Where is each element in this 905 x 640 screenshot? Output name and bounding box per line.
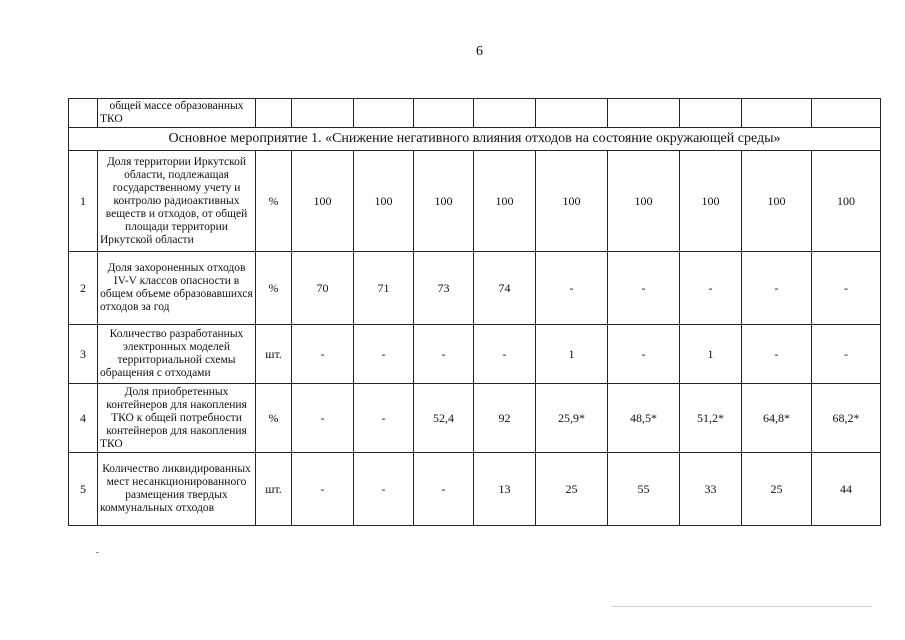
cell-unit [256,99,292,128]
cell-value: 44 [812,453,881,526]
cell-unit: % [256,252,292,325]
cell-unit: шт. [256,453,292,526]
cell-value: 100 [680,151,742,252]
cell-value [742,99,812,128]
page-number: 6 [476,44,483,59]
cell-value [292,99,354,128]
table-row [69,453,881,526]
table-row [69,384,881,453]
table-row [69,325,881,384]
cell-value: 100 [536,151,608,252]
cell-value: 48,5* [608,384,680,453]
table-row-section [69,128,881,151]
cell-value: 100 [812,151,881,252]
cell-value: 71 [354,252,414,325]
cell-value: 100 [414,151,474,252]
cell-value: 100 [742,151,812,252]
cell-value: - [354,384,414,453]
cell-value: 25 [536,453,608,526]
cell-value: 73 [414,252,474,325]
cell-indicator-name: Количество ликвидированных мест несанкционированного размещения твердых коммунальных отходов [98,453,256,526]
cell-indicator-name: Доля приобретенных контейнеров для накопления ТКО к общей потребности контейнеров для накопления ТКО [98,384,256,453]
cell-value: - [680,252,742,325]
cell-value: 100 [292,151,354,252]
cell-value: - [742,252,812,325]
cell-value: 51,2* [680,384,742,453]
cell-value [608,99,680,128]
cell-indicator-name: Доля захороненных отходов IV-V классов опасности в общем объеме образовавшихся отходов за год [98,252,256,325]
cell-value: - [536,252,608,325]
cell-value: - [812,252,881,325]
cell-value: - [742,325,812,384]
cell-value: - [414,453,474,526]
cell-num: 1 [69,151,98,252]
cell-value [474,99,536,128]
cell-value: 70 [292,252,354,325]
cell-value: 52,4 [414,384,474,453]
cell-value: - [474,325,536,384]
data-rows [69,151,881,526]
cell-value [680,99,742,128]
cell-value [414,99,474,128]
cell-value: 1 [680,325,742,384]
cell-value: 1 [536,325,608,384]
cell-value: 33 [680,453,742,526]
cell-value: 64,8* [742,384,812,453]
cell-num: 2 [69,252,98,325]
cell-value: 100 [474,151,536,252]
cell-value: 25 [742,453,812,526]
section-title: Основное мероприятие 1. «Снижение негативного влияния отходов на состояние окружающей среды» [69,128,881,151]
cell-num [69,99,98,128]
cell-value: 100 [354,151,414,252]
cell-num: 3 [69,325,98,384]
cell-num: 4 [69,384,98,453]
cell-unit: шт. [256,325,292,384]
cell-value: - [414,325,474,384]
indicators-table [68,98,881,526]
cell-value: - [608,252,680,325]
scan-speck [96,552,99,553]
cell-value [536,99,608,128]
cell-value: 13 [474,453,536,526]
cell-indicator-name: общей массе образованных ТКО [98,99,256,128]
scan-speck [612,606,872,607]
table-row [69,252,881,325]
table-row [69,151,881,252]
table-row-carryover [69,99,881,128]
cell-value [354,99,414,128]
cell-num: 5 [69,453,98,526]
cell-value: 100 [608,151,680,252]
cell-value: - [354,325,414,384]
cell-unit: % [256,384,292,453]
cell-value: - [812,325,881,384]
cell-value: 92 [474,384,536,453]
cell-value: 25,9* [536,384,608,453]
cell-value: - [292,384,354,453]
cell-value [812,99,881,128]
cell-value: - [292,453,354,526]
cell-value: 55 [608,453,680,526]
cell-value: 74 [474,252,536,325]
cell-indicator-name: Количество разработанных электронных моделей территориальной схемы обращения с отходами [98,325,256,384]
cell-unit: % [256,151,292,252]
cell-value: - [354,453,414,526]
cell-value: 68,2* [812,384,881,453]
cell-value: - [608,325,680,384]
cell-indicator-name: Доля территории Иркутской области, подлежащая государственному учету и контролю радиоактивных веществ и отходов, от общей площади территории Иркутской области [98,151,256,252]
cell-value: - [292,325,354,384]
